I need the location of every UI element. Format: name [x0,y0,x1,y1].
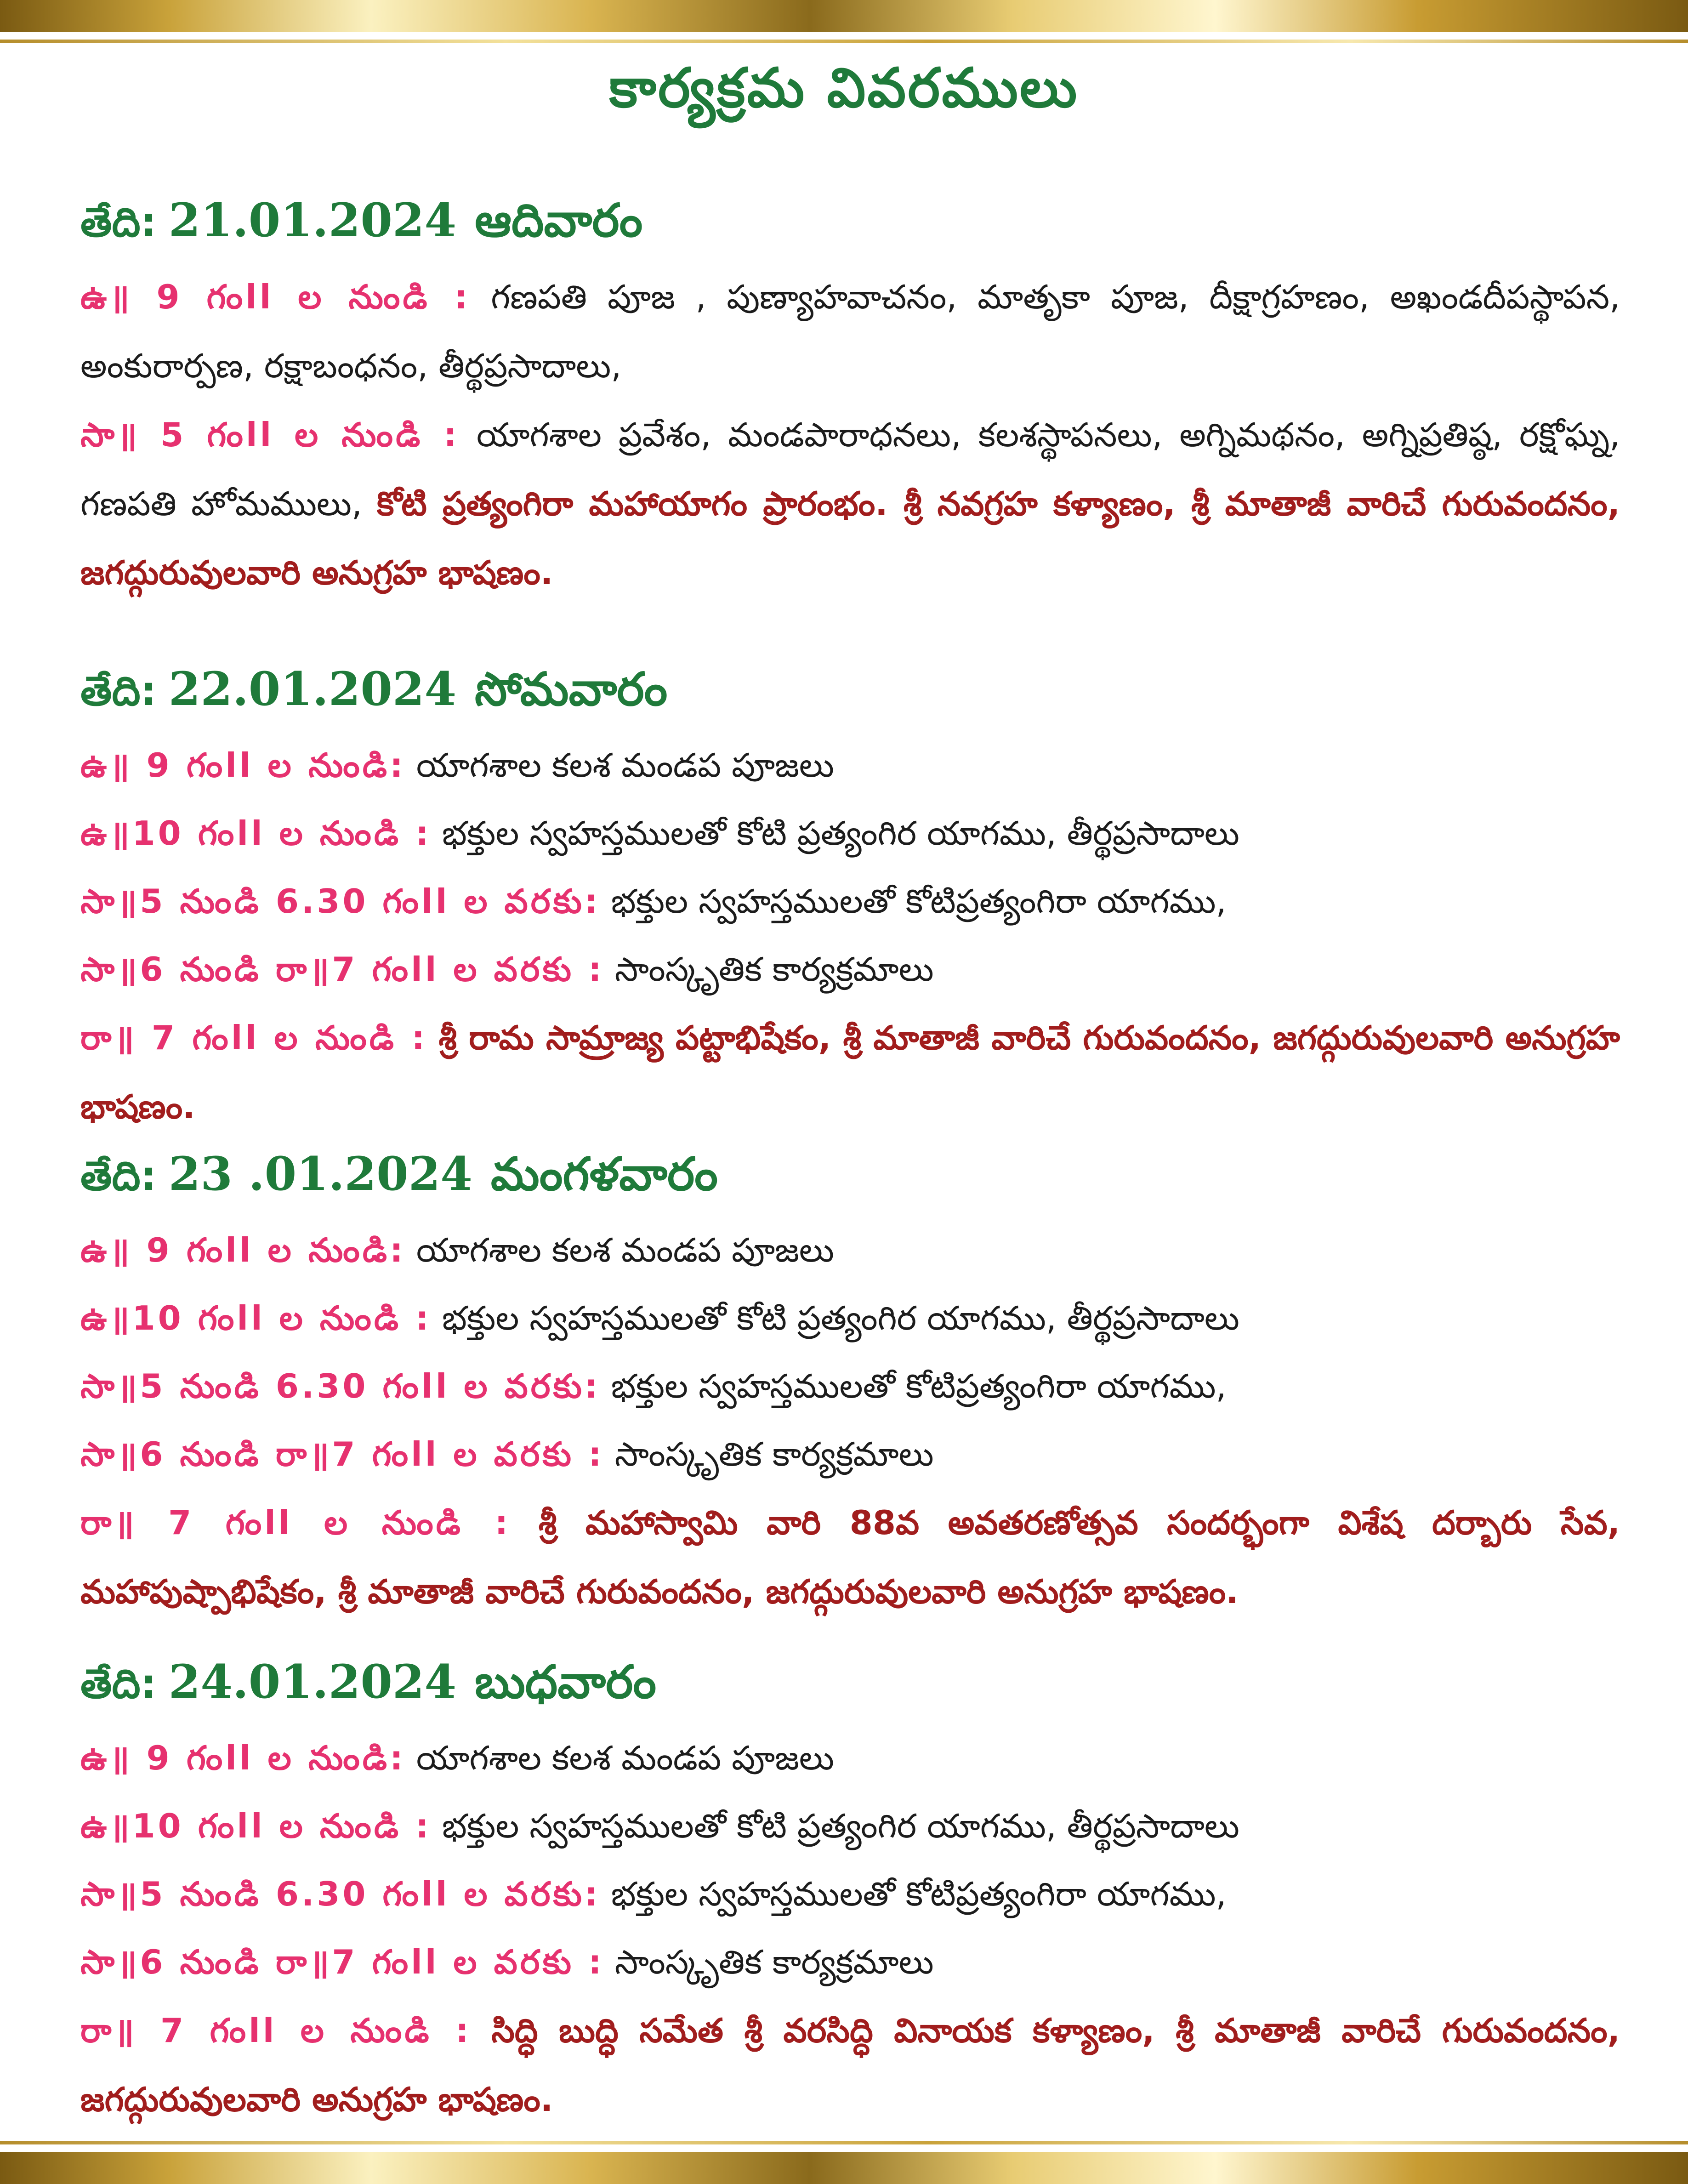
date-value: 23 .01.2024 [168,1147,472,1201]
date-label: తేది: [80,667,157,715]
schedule-item [80,1003,1620,1141]
time-slot: ఉ॥ 9 గంll ల నుండి: [80,1231,406,1269]
time-slot: సా॥5 నుండి 6.30 గంll ల వరకు: [80,882,601,921]
date-value: 21.01.2024 [168,193,457,247]
day-section-2 [80,662,1620,1141]
item-description: గణపతి పూజ , పుణ్యాహవాచనం, మాతృకా పూజ, దీక్షాగ్రహణం, అఖండదీపస్థాపన, అంకురార్పణ, రక్షాబంధనం, తీర్థప్రసాదాలు, [80,278,1620,385]
day-name: మంగళవారం [490,1147,718,1201]
time-slot: ఉ॥ 9 గంll ల నుండి : [80,278,471,316]
time-slot: సా॥5 నుండి 6.30 గంll ల వరకు: [80,1367,601,1405]
time-slot: సా॥ 5 గంll ల నుండి : [80,415,460,454]
day-name: ఆదివారం [475,193,643,247]
item-description: భక్తుల స్వహస్తములతో కోటి ప్రత్యంగిర యాగము, తీర్థప్రసాదాలు [442,1299,1239,1337]
page-title: కార్యక్రమ వివరములు [609,56,1079,119]
time-slot: ఉ॥10 గంll ల నుండి : [80,814,432,853]
date-label: తేది: [80,199,157,246]
bottom-gold-rule [0,2141,1688,2144]
item-description: యాగశాల కలశ మండప పూజలు [416,746,834,785]
item-description: భక్తుల స్వహస్తములతో కోటి ప్రత్యంగిర యాగము, తీర్థప్రసాదాలు [442,814,1239,853]
item-description: భక్తుల స్వహస్తములతో కోటి ప్రత్యంగిర యాగము, తీర్థప్రసాదాలు [442,1807,1239,1845]
item-description: సాంస్కృతిక కార్యక్రమాలు [614,1943,934,1981]
day-name: సోమవారం [475,662,668,716]
schedule-item [80,867,1620,935]
date-label: తేది: [80,1660,157,1707]
top-gold-border [0,0,1688,32]
date-label: తేది: [80,1152,157,1200]
item-highlight: శ్రీ రామ సామ్రాజ్య పట్టాభిషేకం, శ్రీ మాతాజీ వారిచే గురువందనం, జగద్గురువులవారి అనుగ్రహ భాషణం. [80,1018,1620,1126]
time-slot: రా॥ 7 గంll ల నుండి : [80,2011,472,2050]
schedule-item [80,1724,1620,1792]
item-description: యాగశాల కలశ మండప పూజలు [416,1231,834,1269]
schedule-item [80,1420,1620,1488]
day-heading [80,1655,1620,1720]
day-heading [80,193,1620,259]
time-slot: రా॥ 7 గంll ల నుండి : [80,1503,511,1542]
schedule-item [80,1928,1620,1996]
schedule-item [80,1216,1620,1284]
item-description: భక్తుల స్వహస్తములతో కోటిప్రత్యంగిరా యాగము, [611,1367,1227,1405]
schedule-item [80,1860,1620,1928]
schedule-item [80,1284,1620,1352]
date-value: 22.01.2024 [168,662,457,716]
day-heading [80,662,1620,728]
day-name: బుధవారం [475,1655,657,1709]
top-gold-rule [0,40,1688,43]
item-description: యాగశాల ప్రవేశం, మండపారాధనలు, కలశస్థాపనలు, అగ్నిమథనం, అగ్నిప్రతిష్ఠ, రక్షోఘ్న, గణపతి హోమములు, [80,415,1620,523]
item-description: భక్తుల స్వహస్తములతో కోటిప్రత్యంగిరా యాగము, [611,882,1227,921]
schedule-item [80,1996,1620,2134]
schedule-item [80,799,1620,867]
schedule-item [80,400,1620,607]
schedule-item [80,1352,1620,1420]
item-highlight: శ్రీ మహాస్వామి వారి 88వ అవతరణోత్సవ సందర్భంగా విశేష దర్బారు సేవ, మహాపుష్పాభిషేకం, శ్రీ మాతాజీ వారిచే గురువందనం, జగద్గురువులవారి అనుగ్రహ భాషణం. [80,1503,1620,1611]
time-slot: సా॥6 నుండి రా॥7 గంll ల వరకు : [80,1435,604,1473]
item-description: సాంస్కృతిక కార్యక్రమాలు [614,950,934,989]
time-slot: ఉ॥10 గంll ల నుండి : [80,1299,432,1337]
time-slot: సా॥5 నుండి 6.30 గంll ల వరకు: [80,1875,601,1913]
schedule-item [80,731,1620,799]
time-slot: ఉ॥10 గంll ల నుండి : [80,1807,432,1845]
day-heading [80,1147,1620,1212]
item-highlight: కోటి ప్రత్యంగిరా మహాయాగం ప్రారంభం. శ్రీ నవగ్రహ కళ్యాణం, శ్రీ మాతాజీ వారిచే గురువందనం, జగద్గురువులవారి అనుగ్రహ భాషణం. [80,484,1620,592]
date-value: 24.01.2024 [168,1655,457,1709]
item-description: భక్తుల స్వహస్తములతో కోటిప్రత్యంగిరా యాగము, [611,1875,1227,1913]
day-section-3 [80,1147,1620,1626]
time-slot: సా॥6 నుండి రా॥7 గంll ల వరకు : [80,950,604,989]
time-slot: రా॥ 7 గంll ల నుండి : [80,1018,428,1057]
time-slot: ఉ॥ 9 గంll ల నుండి: [80,1739,406,1777]
item-description: యాగశాల కలశ మండప పూజలు [416,1739,834,1777]
day-section-4 [80,1655,1620,2134]
day-section-1 [80,193,1620,607]
item-highlight: సిద్ధి బుద్ధి సమేత శ్రీ వరసిద్ధి వినాయక కళ్యాణం, శ్రీ మాతాజీ వారిచే గురువందనం, జగద్గురువులవారి అనుగ్రహ భాషణం. [80,2011,1620,2119]
bottom-gold-border [0,2152,1688,2184]
time-slot: ఉ॥ 9 గంll ల నుండి: [80,746,406,785]
item-description: సాంస్కృతిక కార్యక్రమాలు [614,1435,934,1473]
schedule-item [80,262,1620,400]
schedule-item [80,935,1620,1003]
schedule-item [80,1488,1620,1626]
time-slot: సా॥6 నుండి రా॥7 గంll ల వరకు : [80,1943,604,1981]
schedule-item [80,1792,1620,1860]
